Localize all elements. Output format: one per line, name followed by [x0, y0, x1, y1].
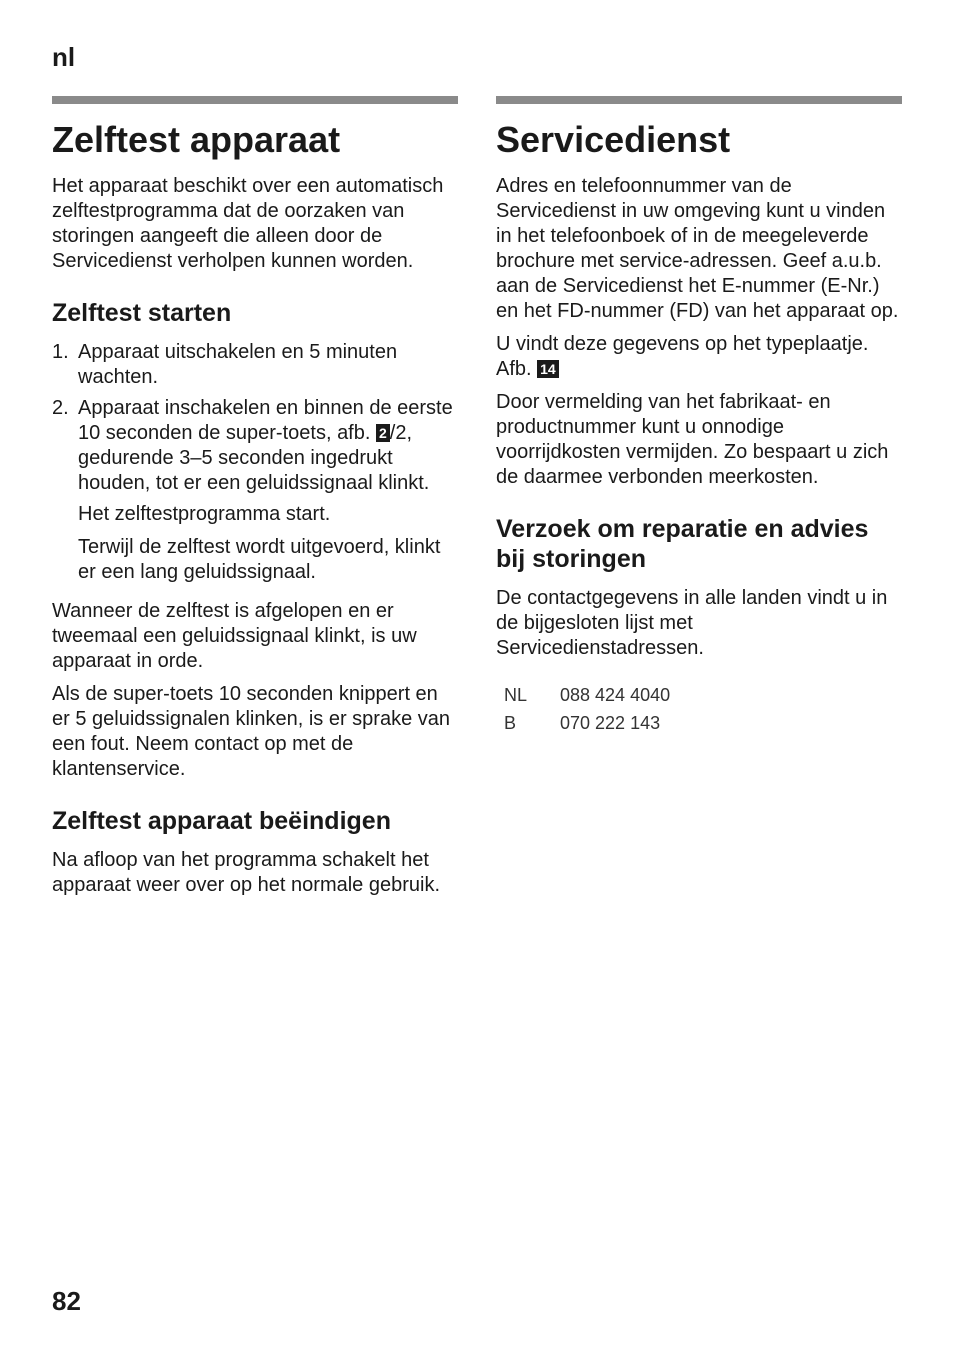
page-title-self-test: Zelftest apparaat [52, 119, 341, 160]
heading-self-test-start: Zelftest starten [52, 299, 232, 327]
contacts-table [496, 681, 670, 737]
figure-reference-badge: 14 [537, 360, 559, 378]
left-column [52, 96, 458, 906]
figure-reference-badge: 2 [376, 424, 390, 442]
heading-repair-request: Verzoek om reparatie en advies bij storingen [496, 515, 869, 573]
phone-number: 088 424 4040 [560, 685, 671, 705]
costs-paragraph: Door vermelding van het fabrikaat- en productnummer kunt u onnodige voorrijdkosten vermijden. Zo bespaart u zich de daarmee verbonden meerkosten. [496, 391, 889, 488]
country-code: NL [504, 685, 528, 705]
step-number: 2. [52, 397, 69, 419]
heading-self-test-end: Zelftest apparaat beëindigen [52, 807, 391, 835]
phone-number: 070 222 143 [560, 713, 661, 733]
service-paragraph: Adres en telefoonnummer van de Servicedienst in uw omgeving kunt u vinden in het telefoonboek of in de meegeleverde brochure met service-adressen. Geef a.u.b. aan de Servicedienst het E-nummer (E-Nr.) en het FD-nummer (FD) van het apparaat op. [496, 175, 899, 322]
step-1 [52, 340, 458, 390]
step-text [78, 396, 458, 496]
end-paragraph: Na afloop van het programma schakelt het apparaat weer over op het normale gebruik. [52, 849, 441, 896]
section-rule [52, 96, 458, 104]
steps-list [52, 340, 458, 496]
contacts-paragraph: De contactgegevens in alle landen vindt u in de bijgesloten lijst met Servicedienstadressen. [496, 587, 888, 659]
page-title-service: Servicedienst [496, 119, 731, 160]
step-result-note: Het zelftestprogramma start. [78, 503, 331, 525]
section-rule [496, 96, 902, 104]
rating-plate-text: U vindt deze gegevens op het typeplaatje. Afb. [496, 333, 869, 380]
step-2 [52, 396, 458, 496]
intro-paragraph: Het apparaat beschikt over een automatisch zelftestprogramma dat de oorzaken van storingen aangeeft die alleen door de Servicedienst verholpen kunnen worden. [52, 175, 444, 272]
right-column [496, 96, 902, 737]
table-row [496, 681, 670, 709]
rating-plate-paragraph [496, 332, 902, 382]
page-number: 82 [52, 1286, 81, 1316]
step-text: Apparaat uitschakelen en 5 minuten wachten. [78, 341, 398, 388]
result-paragraph: Wanneer de zelftest is afgelopen en er tweemaal een geluidssignaal klinkt, is uw apparaat in orde. [52, 600, 417, 672]
step-text-part-2: /2, gedurende 3–5 seconden ingedrukt houden, tot er een geluidssignaal klinkt. [78, 422, 430, 494]
language-code: nl [52, 42, 76, 72]
step-text-part-1: Apparaat inschakelen en binnen de eerste 10 seconden de super-toets, afb. [78, 397, 453, 444]
step-number: 1. [52, 341, 69, 363]
step-result-note: Terwijl de zelftest wordt uitgevoerd, klinkt er een lang geluidssignaal. [78, 536, 441, 583]
table-row [496, 709, 670, 737]
error-paragraph: Als de super-toets 10 seconden knippert en er 5 geluidssignalen klinken, is er sprake van een fout. Neem contact op met de klantenservice. [52, 683, 450, 780]
country-code: B [504, 713, 517, 733]
